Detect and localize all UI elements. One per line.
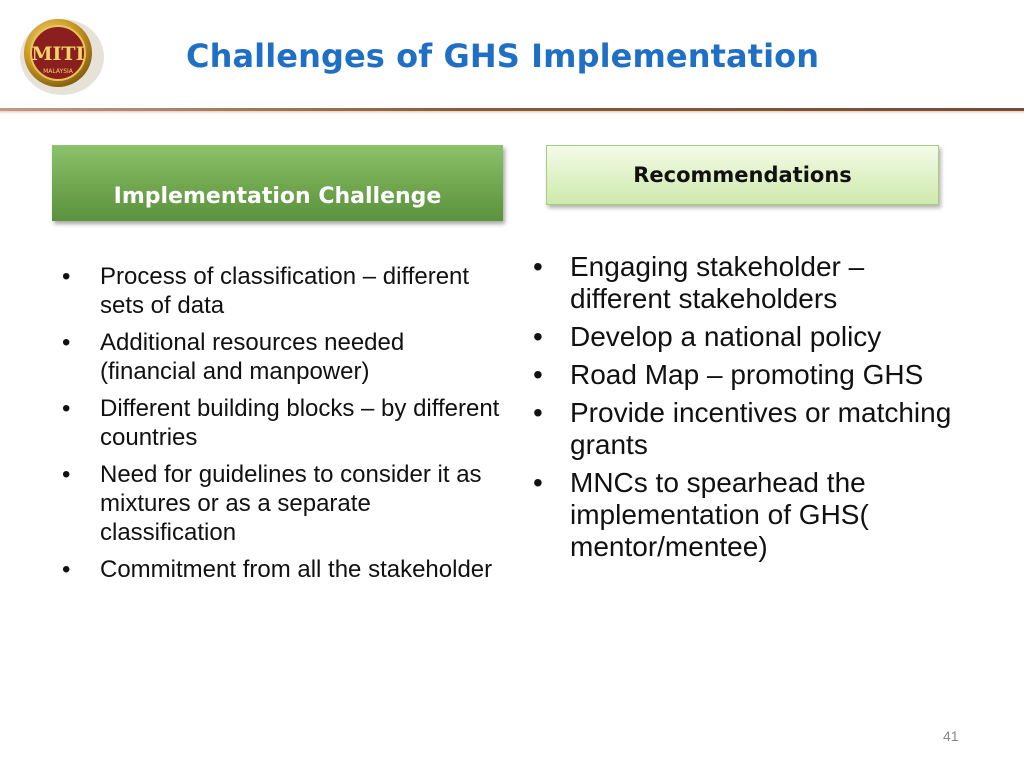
bullet-icon: •: [62, 263, 71, 290]
challenge-item: [62, 262, 502, 320]
bullet-icon: •: [533, 467, 543, 498]
challenge-item-text: Different building blocks – by different countries: [100, 395, 500, 451]
bullet-icon: •: [62, 395, 71, 422]
challenge-item-text: Commitment from all the stakeholder: [100, 556, 493, 583]
challenge-item: [62, 460, 502, 547]
challenge-list: [62, 262, 502, 592]
bullet-icon: •: [533, 397, 543, 428]
challenge-item: [62, 555, 502, 584]
challenge-item: [62, 328, 502, 386]
bullet-icon: •: [533, 359, 543, 390]
bullet-icon: •: [533, 321, 543, 352]
challenge-header: [52, 145, 503, 221]
recommendation-item-text: Develop a national policy: [570, 321, 882, 352]
challenge-item: [62, 394, 502, 452]
challenge-item-text: Process of classification – different sets of data: [100, 263, 470, 319]
bullet-icon: •: [62, 556, 71, 583]
recommendation-item: [533, 467, 953, 563]
recommendation-item: [533, 397, 953, 461]
logo-text: MITI: [31, 43, 85, 65]
bullet-icon: •: [533, 251, 543, 282]
challenge-item-text: Additional resources needed (financial and manpower): [100, 329, 405, 385]
recommendation-list: [533, 251, 953, 569]
recommendations-header-label: Recommendations: [633, 163, 852, 187]
recommendation-item-text: Engaging stakeholder – different stakeholders: [570, 251, 865, 314]
challenge-item-text: Need for guidelines to consider it as mixtures or as a separate classification: [100, 461, 482, 546]
bullet-icon: •: [62, 461, 71, 488]
recommendation-item: [533, 321, 953, 353]
recommendation-item-text: MNCs to spearhead the implementation of GHS( mentor/mentee): [570, 467, 869, 562]
slide-title: Challenges of GHS Implementation: [186, 37, 820, 75]
logo-subtext: MALAYSIA: [43, 68, 73, 75]
recommendation-item-text: Road Map – promoting GHS: [570, 359, 924, 390]
recommendations-header: [546, 145, 939, 205]
challenge-header-label: Implementation Challenge: [113, 184, 442, 209]
recommendation-item: [533, 251, 953, 315]
recommendation-item-text: Provide incentives or matching grants: [570, 397, 952, 460]
miti-logo: [14, 13, 106, 97]
page-number: 41: [943, 728, 959, 744]
title-divider-shadow: [0, 111, 1024, 114]
recommendation-item: [533, 359, 953, 391]
bullet-icon: •: [62, 329, 71, 356]
